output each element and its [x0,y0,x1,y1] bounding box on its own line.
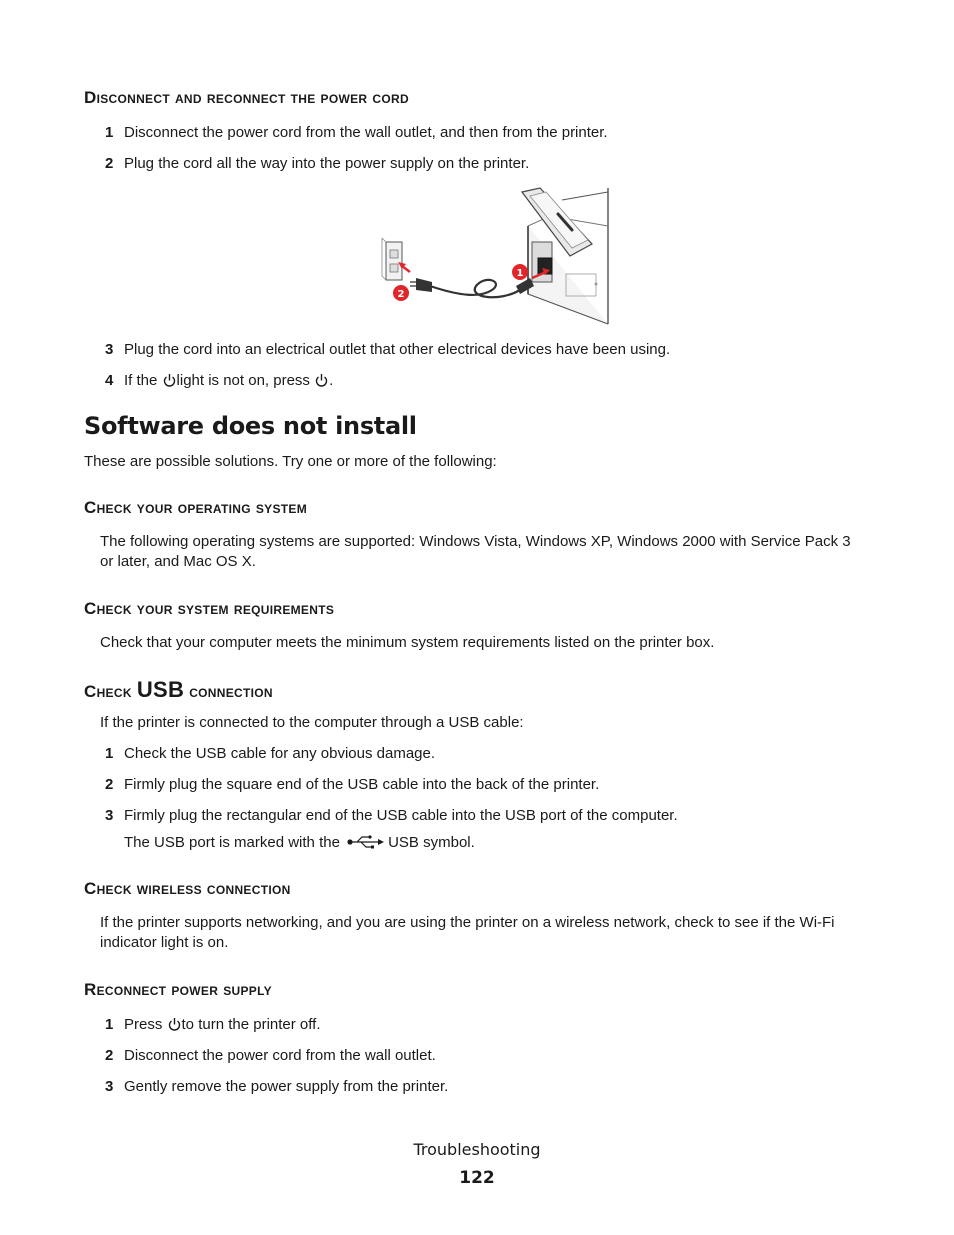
power-cord-illustration [380,186,612,328]
usb-note-pre: The USB port is marked with the [124,834,340,851]
heading-disconnect: Disconnect and reconnect the power cord [84,88,409,107]
step-text: Disconnect the power cord from the wall outlet, and then from the printer. [124,124,608,141]
list-item [105,745,436,763]
list-item [105,1047,436,1065]
heading-wireless-connection: Check wireless connection [84,879,291,898]
step-number: 2 [105,1047,114,1064]
step-text: Plug the cord into an electrical outlet that other electrical devices have been using. [124,341,671,358]
step-text: Check the USB cable for any obvious damage. [124,745,436,762]
usb-note-post: USB symbol. [388,834,475,851]
step-number: 2 [105,155,114,172]
usb-icon [347,835,385,854]
list-item [105,1078,449,1096]
os-body-line2: or later, and Mac OS X. [100,553,256,570]
list-item [105,807,678,825]
list-item [105,372,334,393]
step-number: 3 [105,1078,114,1095]
heading-usb-acronym: USB [136,677,185,702]
heading-usb-pre: Check [84,682,132,701]
heading-usb-connection [84,677,273,703]
step-number: 1 [105,745,114,762]
footer-section-title: Troubleshooting [413,1140,541,1159]
step-number: 3 [105,807,114,824]
step-text-pre: If the [124,372,158,389]
step-text-post: . [329,372,334,389]
usb-intro: If the printer is connected to the computer through a USB cable: [100,714,524,731]
page-number: 122 [459,1168,495,1188]
power-icon [163,373,176,393]
os-body-line1: The following operating systems are supported: Windows Vista, Windows XP, Windows 2000 with Service Pack 3 [100,533,851,550]
step-number: 3 [105,341,114,358]
power-icon [315,373,328,393]
requirements-body: Check that your computer meets the minimum system requirements listed on the printer box. [100,634,715,651]
step-number: 4 [105,372,114,389]
list-item [105,155,530,173]
step-text: Plug the cord all the way into the power supply on the printer. [124,155,530,172]
step-text-mid: light is not on, press [176,372,310,389]
step-text-post: to turn the printer off. [181,1016,321,1033]
step-number: 1 [105,124,114,141]
intro-text: These are possible solutions. Try one or more of the following: [84,453,497,470]
callout-1: 1 [516,268,524,279]
heading-system-requirements: Check your system requirements [84,599,335,618]
power-icon [168,1017,181,1037]
heading-reconnect-power-supply: Reconnect power supply [84,980,272,999]
heading-operating-system: Check your operating system [84,498,308,517]
step-text: Gently remove the power supply from the printer. [124,1078,449,1095]
page-title: Software does not install [84,412,417,440]
usb-note [124,834,475,854]
step-text-pre: Press [124,1016,163,1033]
list-item [105,341,671,359]
step-number: 2 [105,776,114,793]
wireless-body-line2: indicator light is on. [100,934,229,951]
heading-usb-post: connection [189,682,273,701]
step-text: Firmly plug the rectangular end of the USB cable into the USB port of the computer. [124,807,678,824]
step-text: Firmly plug the square end of the USB cable into the back of the printer. [124,776,600,793]
callout-2: 2 [397,289,405,300]
step-text: Disconnect the power cord from the wall outlet. [124,1047,436,1064]
list-item [105,1016,321,1037]
list-item [105,124,608,142]
list-item [105,776,600,794]
step-number: 1 [105,1016,114,1033]
wireless-body-line1: If the printer supports networking, and you are using the printer on a wireless network, check to see if the Wi-Fi [100,914,835,931]
